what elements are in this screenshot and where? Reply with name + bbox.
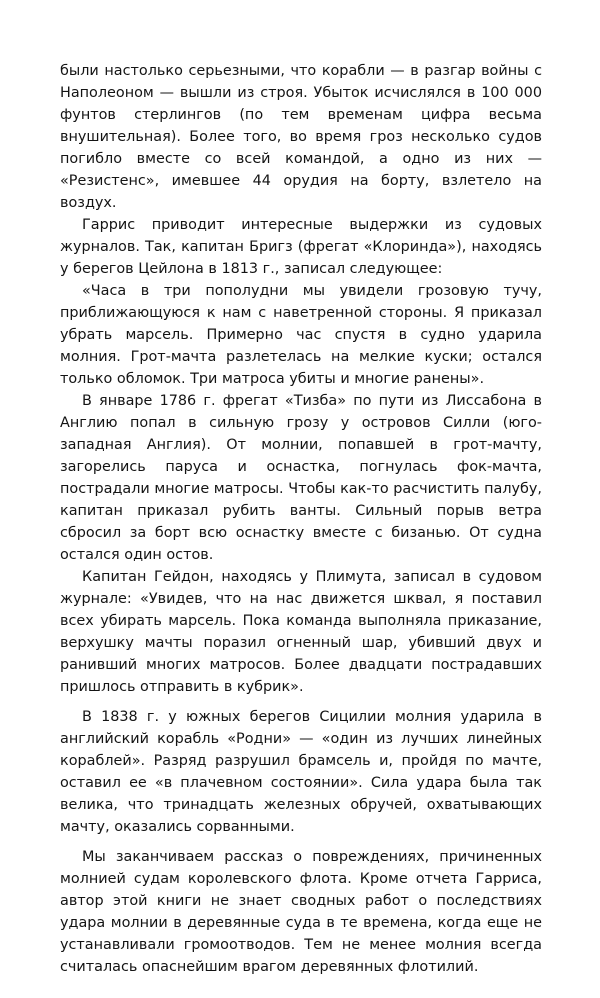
paragraph-rodney: В 1838 г. у южных берегов Сицилии молния ударила в английский корабль «Родни» — «один из лучших линейных кораблей». Разряд разрушил брамсель и, пройдя по мачте, оставил ее «в плачевном состоянии». Сила удара была так велика, что тринадцать железных обручей, охватывающих мачту, оказались сорванными. (60, 709, 542, 835)
paragraph-haydon: Капитан Гейдон, находясь у Плимута, записал в судовом журнале: «Увидев, что на нас движется шквал, я поставил всех убирать марсель. Пока команда выполняла приказание, верхушку мачты поразил огненный шар, убивший двух и ранивший многих матросов. Более двадцати пострадавших пришлось отправить в кубрик». (60, 569, 542, 695)
paragraph-continuation: были настолько серьезными, что корабли — в разгар войны с Наполеоном — вышли из строя. Убыток исчислялся в 100 000 фунтов стерлингов (по тем временам цифра весьма внушительная). Более того, во время гроз несколько судов погибло вместе со всей командой, а одно из них — «Резистенс», имевшее 44 орудия на борту, взлетело на воздух. (60, 63, 542, 211)
paragraph-conclusion: Мы заканчиваем рассказ о повреждениях, причиненных молнией судам королевского флота. Кроме отчета Гарриса, автор этой книги не знает сводных работ о последствиях удара молнии в деревянные суда в те времена, когда еще не устанавливали громоотводов. Тем не менее молния всегда считалась опаснейшим врагом деревянных флотилий. (60, 849, 542, 975)
paragraph-thisbe: В январе 1786 г. фрегат «Тизба» по пути из Лиссабона в Англию попал в сильную грозу у островов Силли (юго-западная Англия). От молнии, попавшей в грот-мачту, загорелись паруса и оснастка, погнулась фок-мачта, пострадали многие матросы. Чтобы как-то расчистить палубу, капитан приказал рубить ванты. Сильный порыв ветра сбросил за борт всю оснастку вместе с бизанью. От судна остался один остов. (60, 393, 542, 563)
paragraph-briggs-quote: «Часа в три пополудни мы увидели грозовую тучу, приближающуюся к нам с наветренной стороны. Я приказал убрать марсель. Примерно час спустя в судно ударила молния. Грот-мачта разлетелась на мелкие куски; остался только обломок. Три матроса убиты и многие ранены». (60, 283, 542, 387)
paragraph-harris-logs: Гаррис приводит интересные выдержки из судовых журналов. Так, капитан Бригз (фрегат «Клоринда»), находясь у берегов Цейлона в 1813 г., записал следующее: (60, 217, 542, 277)
body-text (60, 60, 542, 978)
